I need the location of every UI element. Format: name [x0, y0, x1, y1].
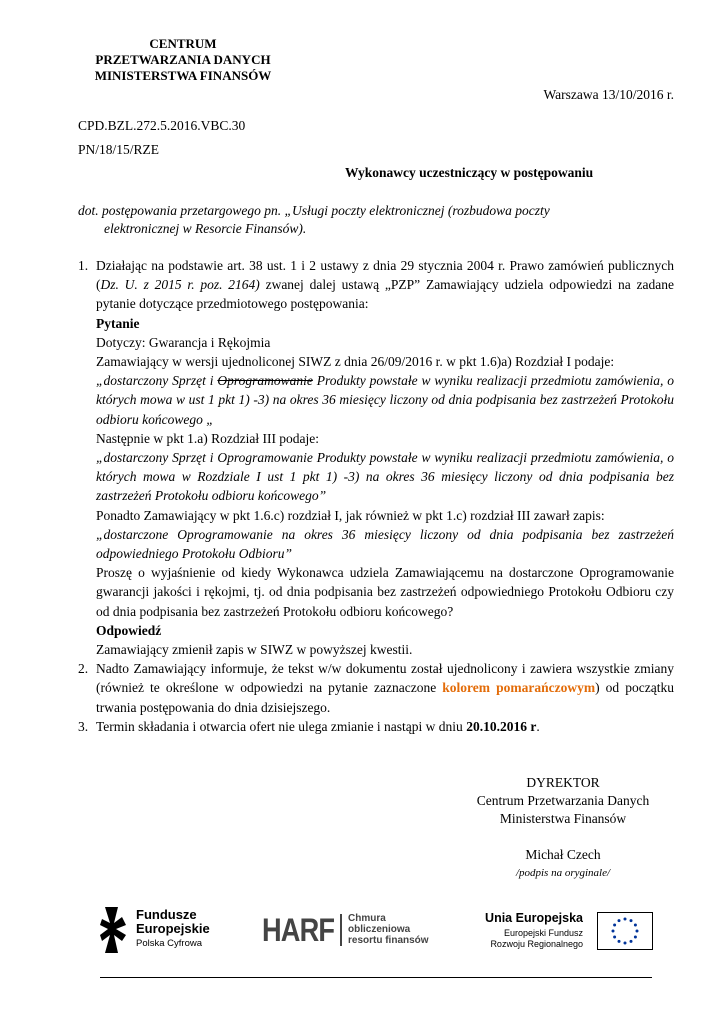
signature-note: /podpis na oryginale/ — [515, 867, 611, 879]
quote-1 — [96, 371, 674, 429]
eu-flag-icon — [597, 912, 653, 950]
item-3-text-a: Termin składania i otwarcia ofert nie ulega zmianie i nastąpi w dniu — [96, 718, 467, 734]
signature-org-2: Ministerstwa Finansów — [499, 811, 627, 826]
item-number: 3. — [78, 718, 89, 734]
quote-1-part-b: Produkty powstałe w wyniku realizacji przedmiotu zamówienia, o których mowa w ust 1 pkt 1) -3) na okres 36 miesięcy liczony od dnia podpisania bez zastrzeżeń Protokołu odbioru końcowego „ — [96, 373, 674, 427]
quote-2: „dostarczony Sprzęt i Oprogramowanie Produkty powstałe w wyniku realizacji przedmiotu zamówienia, o których mowa w Rozdziale I ust 1 pkt 1) -3) na okres 36 miesięcy liczony od dnia podpisania bez zastrzeżeń Protokołu odbioru końcowego” — [96, 450, 674, 504]
document-body — [78, 256, 674, 736]
item-3-text — [96, 717, 674, 736]
signature-org-1: Centrum Przetwarzania Danych — [476, 793, 650, 808]
org-line-2: PRZETWARZANIA DANYCH — [95, 52, 271, 67]
question-label: Pytanie — [96, 315, 140, 331]
quote-1-part-a: „dostarczony Sprzęt i — [96, 373, 218, 389]
list-item-3 — [78, 717, 674, 736]
harf-logo — [262, 912, 442, 952]
orange-highlight: kolorem pomarańczowym — [442, 680, 596, 696]
reference-number: CPD.BZL.272.5.2016.VBC.30 — [78, 118, 246, 133]
also-line: Ponadto Zamawiający w pkt 1.6.c) rozdział I, jak również w pkt 1.c) rozdział III zawarł zapis: — [96, 507, 605, 523]
harf-divider — [340, 914, 342, 946]
subject-line-1: dot. postępowania przetargowego pn. „Usługi poczty elektronicznej (rozbudowa poczty — [78, 203, 550, 218]
item-number: 1. — [78, 258, 89, 273]
siwz-line: Zamawiający w wersji ujednoliconej SIWZ z dnia 26/09/2016 r. w pkt 1.6)a) Rozdział I podaje: — [96, 354, 615, 370]
fe-line-3: Polska Cyfrowa — [136, 938, 202, 949]
deadline-date: 20.10.2016 r — [466, 718, 537, 734]
fundusze-europejskie-logo — [100, 905, 230, 955]
next-line: Następnie w pkt 1.a) Rozdział III podaje: — [96, 430, 320, 446]
case-number: PN/18/15/RZE — [78, 142, 160, 157]
list-item-2 — [78, 659, 674, 717]
item-3-text-b: . — [536, 718, 540, 734]
legal-citation: Dz. U. z 2015 r. poz. 2164) — [100, 277, 260, 293]
intro-text-a: Działając na podstawie art. 38 ust. 1 i 2 ustawy z dnia 29 stycznia 2004 r. Prawo zamówień publicznych ( — [96, 258, 674, 293]
subject — [78, 202, 674, 238]
eu-line-2: Europejski Fundusz — [503, 928, 583, 938]
harf-line-3: resortu finansów — [348, 935, 429, 946]
item-number: 2. — [78, 661, 89, 677]
signatory-name: Michał Czech — [525, 847, 601, 862]
harf-line-1: Chmura — [348, 913, 386, 924]
intro-text-b: zwanej dalej ustawą „PZP” Zamawiający udziela odpowiedzi na zadane pytanie dotyczące przedmiotowego postępowania: — [96, 277, 674, 312]
question-text: Proszę o wyjaśnienie od kiedy Wykonawca udziela Zamawiającemu na dostarczone Oprogramowanie gwarancji jakości i rękojmi, tj. od dnia podpisania bez zastrzeżeń odpowiedniego Protokołu Odbioru czy od dnia podpisania bez zastrzeżeń Protokołu odbioru końcowego? — [96, 565, 674, 619]
org-line-1: CENTRUM — [149, 36, 217, 51]
intro-paragraph — [96, 256, 674, 314]
harf-wordmark: HARF — [262, 912, 335, 948]
eu-line-1: Unia Europejska — [485, 911, 583, 925]
quote-3: „dostarczone Oprogramowanie na okres 36 miesięcy liczony od dnia podpisania bez zastrzeżeń odpowiedniego Protokołu Odbioru” — [96, 526, 674, 562]
signature-block — [458, 774, 668, 882]
org-line-3: MINISTERSTWA FINANSÓW — [94, 68, 272, 83]
struck-word: Oprogramowanie — [217, 373, 313, 389]
list-item-1 — [78, 256, 674, 659]
signature-title: DYREKTOR — [526, 775, 600, 790]
fe-line-1: Fundusze — [136, 907, 197, 922]
subject-line-2: elektronicznej w Resorcie Finansów). — [104, 221, 307, 236]
answer-text: Zamawiający zmienił zapis w SIWZ w powyższej kwestii. — [96, 642, 413, 658]
harf-line-2: obliczeniowa — [348, 924, 411, 935]
eu-line-3: Rozwoju Regionalnego — [490, 939, 583, 949]
fe-line-2: Europejskie — [136, 921, 210, 936]
eu-logo — [478, 910, 653, 954]
topic-line: Dotyczy: Gwarancja i Rękojmia — [96, 334, 271, 350]
footer-divider — [100, 977, 652, 978]
item-2-text-b: ) od początku trwania postępowania do dnia dzisiejszego. — [96, 680, 674, 715]
answer-label: Odpowiedź — [96, 622, 162, 638]
fe-star-icon — [100, 907, 130, 953]
item-2-text — [96, 659, 674, 717]
recipient: Wykonawcy uczestniczący w postępowaniu — [345, 165, 594, 180]
item-2-text-a: Nadto Zamawiający informuje, że tekst w/w dokumentu został ujednolicony i zawiera wszystkie zmiany (również te określone w odpowiedzi na pytanie zaznaczone — [96, 661, 674, 696]
organization-header — [78, 36, 288, 84]
document-date: Warszawa 13/10/2016 r. — [543, 87, 674, 102]
